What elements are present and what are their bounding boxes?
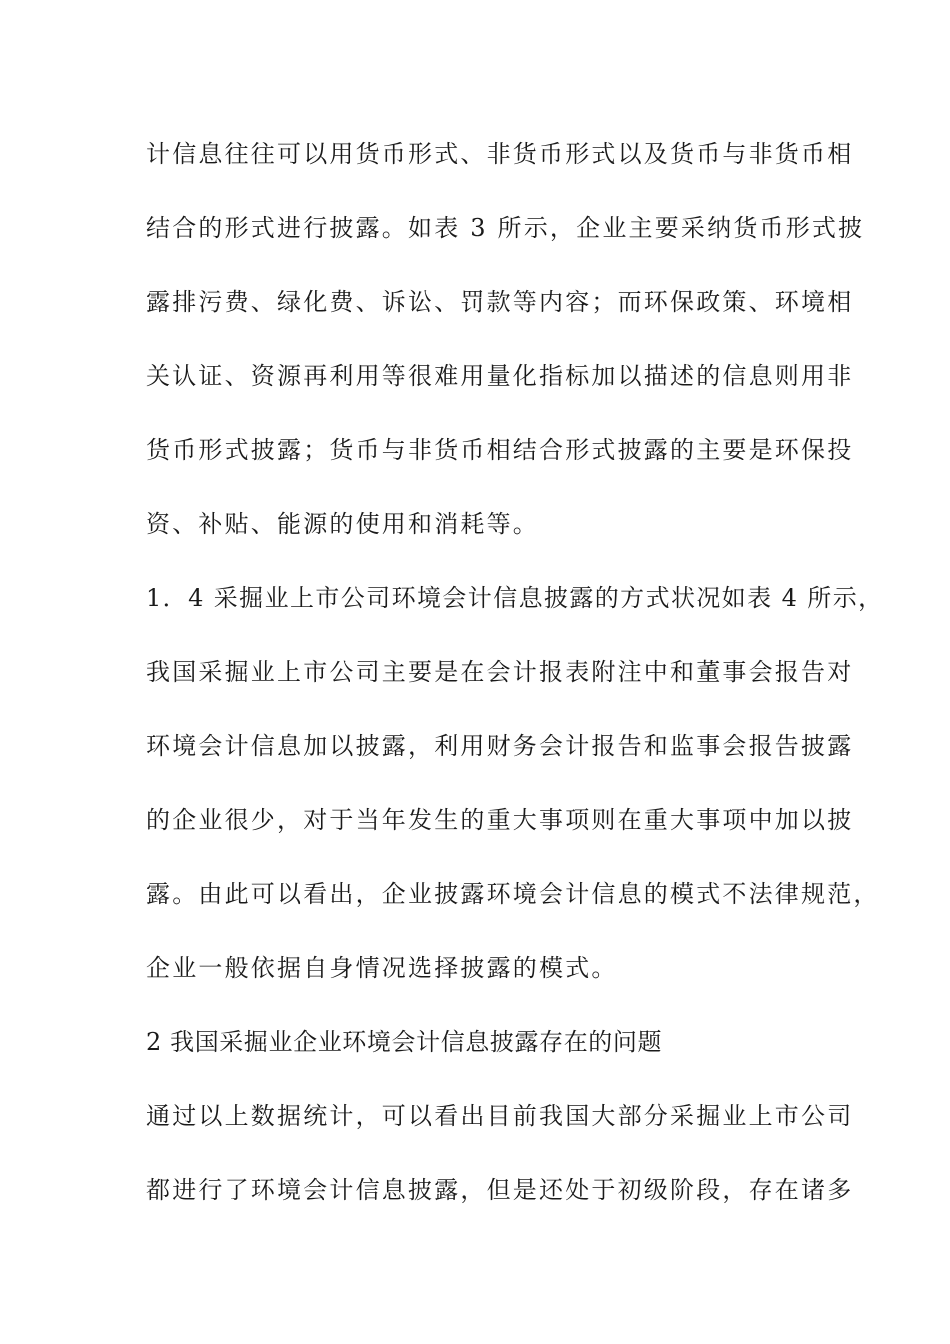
- body-text-line: 环境会计信息加以披露，利用财务会计报告和监事会报告披露: [146, 732, 854, 760]
- section-heading: 2 我国采掘业企业环境会计信息披露存在的问题: [146, 1028, 663, 1056]
- body-text-line: 我国采掘业上市公司主要是在会计报表附注中和董事会报告对: [146, 658, 854, 686]
- body-text-line: 计信息往往可以用货币形式、非货币形式以及货币与非货币相: [146, 140, 854, 168]
- body-text-line: 都进行了环境会计信息披露，但是还处于初级阶段，存在诸多: [146, 1176, 854, 1204]
- body-text-line: 通过以上数据统计，可以看出目前我国大部分采掘业上市公司: [146, 1102, 854, 1130]
- body-text-line: 货币形式披露；货币与非货币相结合形式披露的主要是环保投: [146, 436, 854, 464]
- body-text-line: 结合的形式进行披露。如表 3 所示，企业主要采纳货币形式披: [146, 214, 865, 242]
- body-text-line: 关认证、资源再利用等很难用量化指标加以描述的信息则用非: [146, 362, 854, 390]
- section-text-line: 1．4 采掘业上市公司环境会计信息披露的方式状况如表 4 所示，: [146, 584, 884, 612]
- body-text-line: 资、补贴、能源的使用和消耗等。: [146, 510, 539, 538]
- body-text-line: 露。由此可以看出，企业披露环境会计信息的模式不法律规范，: [146, 880, 880, 908]
- body-text-line: 企业一般依据自身情况选择披露的模式。: [146, 954, 618, 982]
- body-text-line: 的企业很少，对于当年发生的重大事项则在重大事项中加以披: [146, 806, 854, 834]
- body-text-line: 露排污费、绿化费、诉讼、罚款等内容；而环保政策、环境相: [146, 288, 854, 316]
